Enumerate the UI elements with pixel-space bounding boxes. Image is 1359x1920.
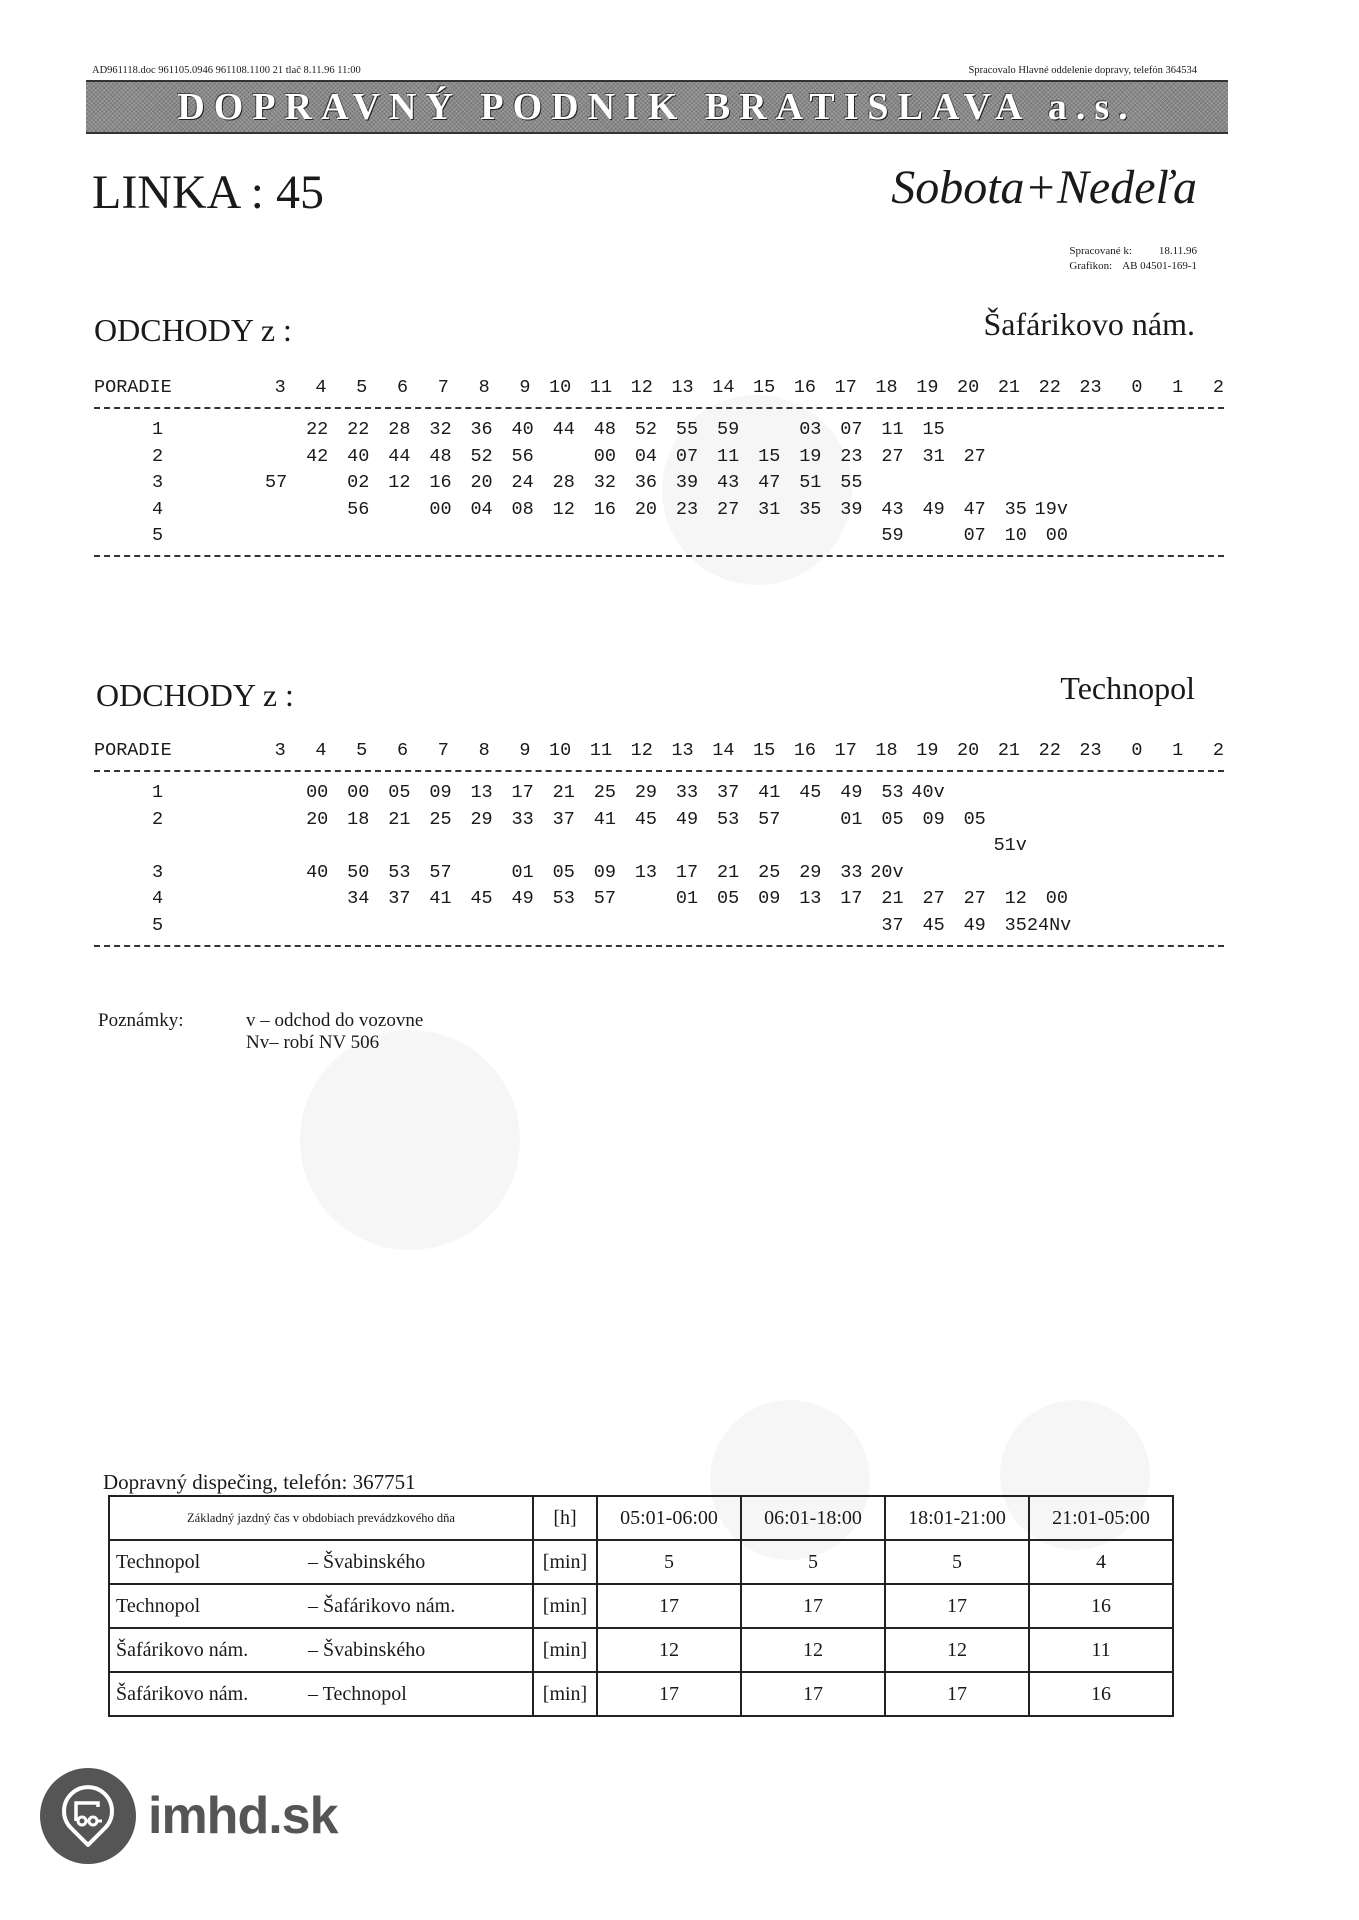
- departure-minute: 48: [593, 419, 616, 441]
- departure-minute: 37: [881, 914, 904, 936]
- hour-header: 0: [1131, 739, 1143, 761]
- departure-minute: 21: [388, 808, 411, 830]
- watermark-circle: [300, 1030, 520, 1250]
- departure-minute: 27: [717, 498, 740, 520]
- departure-minute: 49: [963, 914, 986, 936]
- departure-minute: 45: [634, 808, 658, 830]
- hour-header: 18: [875, 739, 898, 761]
- hour-header: 20: [957, 739, 980, 761]
- run-time: 17: [885, 1672, 1029, 1716]
- departure-minute: 09: [429, 782, 452, 804]
- run-times-header: [109, 1496, 1173, 1540]
- hour-header: 6: [396, 739, 409, 761]
- departure-table: [94, 737, 1224, 955]
- departure-minute: 27: [963, 888, 986, 910]
- period-header: 06:01-18:00: [741, 1496, 885, 1540]
- departure-minute: 09: [758, 888, 781, 910]
- hour-header: 17: [834, 739, 857, 761]
- hour-header: 5: [356, 739, 368, 761]
- brand-name: imhd.sk: [148, 1787, 338, 1845]
- departure-minute: 07: [963, 525, 986, 547]
- departure-minute: 40v: [911, 782, 945, 804]
- departure-row: [94, 780, 1224, 807]
- departure-minute: 09: [922, 808, 945, 830]
- departure-minute: 56: [511, 445, 534, 467]
- departure-minute: 00: [593, 445, 616, 467]
- hour-header: 15: [753, 376, 776, 398]
- departure-row: [94, 806, 1224, 833]
- departure-minute: 31: [922, 445, 945, 467]
- hour-header: 10: [549, 376, 572, 398]
- departure-minute: 24Nv: [1026, 914, 1072, 936]
- hour-header: 2: [1212, 739, 1225, 761]
- hour-header: 11: [589, 739, 613, 761]
- departure-minute: 49: [511, 888, 534, 910]
- section-stop: Technopol: [1060, 670, 1195, 706]
- note-item: v – odchod do vozovne: [246, 1010, 424, 1031]
- departure-minute: 20: [306, 808, 329, 830]
- hour-header: 8: [478, 739, 490, 761]
- hour-header: 13: [671, 376, 694, 398]
- departure-minute: 35: [1004, 498, 1027, 520]
- hour-header: 1: [1172, 376, 1184, 398]
- departure-minute: 49: [840, 782, 863, 804]
- departure-minute: 05: [881, 808, 904, 830]
- order-number: 1: [152, 419, 164, 441]
- departure-minute: 39: [840, 498, 863, 520]
- hour-header: 5: [356, 376, 368, 398]
- unit: [min]: [533, 1584, 597, 1628]
- hour-header: 8: [478, 376, 490, 398]
- departure-minute: 55: [675, 419, 699, 441]
- run-time: 12: [741, 1628, 885, 1672]
- hour-header: 1: [1172, 739, 1184, 761]
- departure-minute: 08: [511, 498, 534, 520]
- departure-row: [94, 912, 1224, 939]
- departure-minute: 07: [840, 419, 863, 441]
- departure-minute: 02: [347, 472, 370, 494]
- hour-header-row: [94, 374, 1224, 401]
- departure-minute: 27: [881, 445, 904, 467]
- section-heading: ODCHODY z :: [96, 677, 294, 713]
- hour-header: 12: [630, 739, 653, 761]
- divider: [94, 407, 1224, 409]
- run-time: 5: [741, 1540, 885, 1584]
- departure-minute: 53: [717, 808, 740, 830]
- departure-minute: 40: [306, 861, 329, 883]
- departure-minute: 33: [840, 861, 863, 883]
- run-times-table: [108, 1495, 1174, 1717]
- departure-minute: 34: [347, 888, 370, 910]
- run-time: 12: [885, 1628, 1029, 1672]
- departure-minute: 40: [347, 445, 370, 467]
- departure-minute: 35: [1004, 914, 1027, 936]
- departure-row: [94, 470, 1224, 497]
- departure-minute: 53: [881, 782, 904, 804]
- run-time: 4: [1029, 1540, 1173, 1584]
- departure-minute: 01: [511, 861, 534, 883]
- hour-header: 17: [834, 376, 857, 398]
- departure-minute: 20: [470, 472, 493, 494]
- departure-minute: 59: [881, 525, 904, 547]
- hour-header: 19: [916, 376, 939, 398]
- departure-minute: 20v: [870, 861, 904, 883]
- departure-minute: 27: [922, 888, 945, 910]
- hour-header: 14: [712, 376, 735, 398]
- from-stop: Šafárikovo nám.: [109, 1628, 302, 1672]
- hour-header: 21: [997, 739, 1021, 761]
- line-title: LINKA : 45: [92, 166, 324, 219]
- departure-minute: 37: [717, 782, 740, 804]
- order-number: 2: [152, 808, 164, 830]
- hour-header: 0: [1131, 376, 1143, 398]
- departure-minute: 45: [470, 888, 493, 910]
- departure-minute: 04: [634, 445, 658, 467]
- imhd-logo: [40, 1768, 338, 1864]
- hour-header: 19: [916, 739, 939, 761]
- departure-minute: 49: [675, 808, 699, 830]
- departure-minute: 27: [963, 445, 986, 467]
- departure-minute: 00: [347, 782, 370, 804]
- departure-minute: 32: [593, 472, 616, 494]
- to-stop: – Švabinského: [302, 1628, 533, 1672]
- departure-minute: 17: [840, 888, 863, 910]
- departure-minute: 44: [388, 445, 411, 467]
- departure-minute: 22: [306, 419, 329, 441]
- notes: [98, 1010, 423, 1054]
- departure-minute: 51v: [993, 835, 1027, 857]
- to-stop: – Šafárikovo nám.: [302, 1584, 533, 1628]
- run-times-row: [109, 1584, 1173, 1628]
- departure-minute: 15: [922, 419, 945, 441]
- order-label: PORADIE: [94, 376, 172, 398]
- departure-minute: 13: [470, 782, 493, 804]
- departure-minute: 44: [552, 419, 575, 441]
- hour-header: 23: [1079, 376, 1102, 398]
- period-header: 21:01-05:00: [1029, 1496, 1173, 1540]
- departure-row: [94, 886, 1224, 913]
- run-time: 16: [1029, 1672, 1173, 1716]
- departure-minute: 57: [758, 808, 781, 830]
- departure-minute: 12: [552, 498, 575, 520]
- departure-minute: 12: [1004, 888, 1027, 910]
- departure-minute: 37: [388, 888, 411, 910]
- departure-minute: 50: [347, 861, 370, 883]
- departure-minute: 29: [799, 861, 822, 883]
- departure-minute: 22: [347, 419, 370, 441]
- unit: [min]: [533, 1540, 597, 1584]
- file-info: AD961118.doc 961105.0946 961108.1100 21 tlač 8.11.96 11:00: [92, 65, 361, 76]
- hour-header: 9: [519, 739, 531, 761]
- departure-minute: 05: [963, 808, 986, 830]
- from-stop: Technopol: [109, 1584, 302, 1628]
- run-time: 5: [597, 1540, 741, 1584]
- departure-minute: 16: [593, 498, 616, 520]
- run-time: 12: [597, 1628, 741, 1672]
- departure-minute: 13: [634, 861, 658, 883]
- hour-header: 13: [671, 739, 694, 761]
- departure-row: [94, 496, 1224, 523]
- departure-minute: 29: [470, 808, 493, 830]
- run-time: 17: [597, 1672, 741, 1716]
- departure-minute: 00: [1045, 525, 1068, 547]
- hour-header: 14: [712, 739, 735, 761]
- run-times-row: [109, 1540, 1173, 1584]
- notes-label: Poznámky:: [98, 1010, 184, 1031]
- run-time: 16: [1029, 1584, 1173, 1628]
- company-banner: [86, 80, 1228, 134]
- dispatch-phone: Dopravný dispečing, telefón: 367751: [103, 1470, 416, 1494]
- departure-row: [94, 443, 1224, 470]
- departure-minute: 05: [717, 888, 740, 910]
- run-times-row: [109, 1628, 1173, 1672]
- hour-header: 23: [1079, 739, 1102, 761]
- bus-pin-icon: [40, 1768, 136, 1864]
- hour-header: 12: [630, 376, 653, 398]
- departure-minute: 49: [922, 498, 945, 520]
- departure-minute: 40: [511, 419, 534, 441]
- departure-minute: 45: [922, 914, 945, 936]
- departure-minute: 23: [675, 498, 699, 520]
- note-item: Nv– robí NV 506: [246, 1032, 380, 1053]
- departure-minute: 09: [593, 861, 616, 883]
- departure-minute: 36: [470, 419, 493, 441]
- departure-minute: 59: [717, 419, 740, 441]
- departure-minute: 19: [799, 445, 822, 467]
- period-header: 18:01-21:00: [885, 1496, 1029, 1540]
- departure-minute: 47: [963, 498, 986, 520]
- to-stop: – Technopol: [302, 1672, 533, 1716]
- divider: [94, 770, 1224, 772]
- departure-minute: 17: [511, 782, 534, 804]
- timetable-meta: [1069, 244, 1197, 274]
- departure-minute: 55: [840, 472, 863, 494]
- departure-minute: 21: [717, 861, 740, 883]
- departure-minute: 52: [634, 419, 658, 441]
- hour-header: 4: [315, 739, 327, 761]
- departure-minute: 48: [429, 445, 452, 467]
- hour-header: 7: [437, 739, 449, 761]
- run-time: 11: [1029, 1628, 1173, 1672]
- graph-label: Grafikon:: [1069, 260, 1113, 272]
- order-number: 4: [152, 888, 164, 910]
- departure-table: [94, 374, 1224, 565]
- departure-minute: 01: [840, 808, 863, 830]
- departure-minute: 43: [881, 498, 904, 520]
- graph-value: AB 04501-169-1: [1122, 260, 1197, 272]
- hour-header: 2: [1212, 376, 1225, 398]
- departure-minute: 12: [388, 472, 411, 494]
- departure-minute: 41: [758, 782, 781, 804]
- hour-header: 21: [997, 376, 1021, 398]
- processed-by: Spracovalo Hlavné oddelenie dopravy, telefón 364534: [968, 65, 1197, 76]
- hour-header: 6: [396, 376, 409, 398]
- departure-minute: 33: [511, 808, 534, 830]
- departure-minute: 28: [388, 419, 411, 441]
- departure-minute: 45: [799, 782, 822, 804]
- order-number: 4: [152, 498, 164, 520]
- departure-minute: 52: [470, 445, 493, 467]
- section-heading: ODCHODY z :: [94, 312, 292, 348]
- departure-minute: 37: [552, 808, 575, 830]
- order-label: PORADIE: [94, 739, 172, 761]
- departure-minute: 01: [675, 888, 699, 910]
- unit: [min]: [533, 1672, 597, 1716]
- hour-header: 3: [274, 739, 286, 761]
- departure-minute: 00: [306, 782, 329, 804]
- service-days: Sobota+Nedeľa: [891, 161, 1197, 214]
- departure-minute: 16: [429, 472, 452, 494]
- departure-minute: 25: [758, 861, 781, 883]
- departure-minute: 57: [429, 861, 452, 883]
- departure-minute: 53: [552, 888, 575, 910]
- hour-header: 16: [793, 376, 817, 398]
- period-header: 05:01-06:00: [597, 1496, 741, 1540]
- departure-minute: 42: [306, 445, 329, 467]
- departure-minute: 56: [347, 498, 370, 520]
- hour-header: 3: [274, 376, 286, 398]
- departure-minute: 57: [593, 888, 616, 910]
- hour-header: 15: [753, 739, 776, 761]
- order-number: 5: [152, 525, 164, 547]
- run-time: 17: [741, 1672, 885, 1716]
- order-number: 3: [152, 861, 164, 883]
- departure-minute: 51: [799, 472, 822, 494]
- departure-row: [94, 859, 1224, 886]
- departure-minute: 25: [429, 808, 452, 830]
- from-stop: Šafárikovo nám.: [109, 1672, 302, 1716]
- run-time: 5: [885, 1540, 1029, 1584]
- order-number: 3: [152, 472, 164, 494]
- departure-minute: 28: [552, 472, 575, 494]
- order-number: 2: [152, 445, 164, 467]
- departure-minute: 17: [675, 861, 699, 883]
- departure-minute: 11: [881, 419, 904, 441]
- departure-minute: 43: [717, 472, 740, 494]
- departure-row: [94, 833, 1224, 860]
- departure-minute: 11: [717, 445, 740, 467]
- departure-row: [94, 523, 1224, 550]
- hour-header: 18: [875, 376, 898, 398]
- section-stop: Šafárikovo nám.: [983, 306, 1195, 342]
- hour-header: 11: [589, 376, 613, 398]
- hour-header: 20: [957, 376, 980, 398]
- departure-minute: 41: [429, 888, 452, 910]
- from-stop: Technopol: [109, 1540, 302, 1584]
- processed-label: Spracované k:: [1069, 245, 1132, 257]
- run-time: 17: [597, 1584, 741, 1628]
- departure-minute: 05: [388, 782, 411, 804]
- departure-minute: 23: [840, 445, 863, 467]
- divider: [94, 945, 1224, 947]
- departure-minute: 47: [758, 472, 781, 494]
- departure-minute: 21: [881, 888, 904, 910]
- unit-header: [h]: [533, 1496, 597, 1540]
- run-time: 17: [885, 1584, 1029, 1628]
- hour-header: 22: [1038, 376, 1061, 398]
- departure-minute: 00: [1045, 888, 1068, 910]
- departure-minute: 36: [634, 472, 658, 494]
- departure-minute: 39: [675, 472, 699, 494]
- departure-minute: 07: [675, 445, 699, 467]
- order-number: 1: [152, 782, 164, 804]
- departure-minute: 13: [799, 888, 822, 910]
- processed-date: 18.11.96: [1158, 245, 1197, 257]
- to-stop: – Švabinského: [302, 1540, 533, 1584]
- unit: [min]: [533, 1628, 597, 1672]
- hour-header: 22: [1038, 739, 1061, 761]
- departure-minute: 20: [634, 498, 658, 520]
- departure-minute: 00: [429, 498, 452, 520]
- departure-minute: 33: [675, 782, 699, 804]
- departure-minute: 05: [552, 861, 575, 883]
- departure-minute: 21: [552, 782, 575, 804]
- departure-minute: 29: [634, 782, 658, 804]
- departure-minute: 10: [1004, 525, 1027, 547]
- hour-header: 16: [793, 739, 817, 761]
- departure-minute: 32: [429, 419, 452, 441]
- departure-minute: 03: [799, 419, 822, 441]
- run-times-row: [109, 1672, 1173, 1716]
- departure-row: [94, 417, 1224, 444]
- departure-minute: 57: [264, 472, 288, 494]
- run-times-caption: Základný jazdný čas v obdobiach prevádzkového dňa: [109, 1496, 533, 1540]
- order-number: 5: [152, 914, 164, 936]
- departure-minute: 31: [758, 498, 781, 520]
- departure-minute: 41: [593, 808, 616, 830]
- hour-header-row: [94, 737, 1224, 764]
- departure-minute: 18: [347, 808, 370, 830]
- departure-minute: 15: [758, 445, 781, 467]
- hour-header: 9: [519, 376, 531, 398]
- departure-minute: 19v: [1034, 498, 1068, 520]
- hour-header: 7: [437, 376, 449, 398]
- hour-header: 4: [315, 376, 327, 398]
- departure-minute: 04: [470, 498, 493, 520]
- divider: [94, 555, 1224, 557]
- departure-minute: 25: [593, 782, 616, 804]
- departure-minute: 35: [799, 498, 822, 520]
- hour-header: 10: [549, 739, 572, 761]
- departure-minute: 53: [388, 861, 411, 883]
- company-name: DOPRAVNÝ PODNIK BRATISLAVA a.s.: [177, 86, 1137, 128]
- departure-minute: 24: [511, 472, 534, 494]
- run-time: 17: [741, 1584, 885, 1628]
